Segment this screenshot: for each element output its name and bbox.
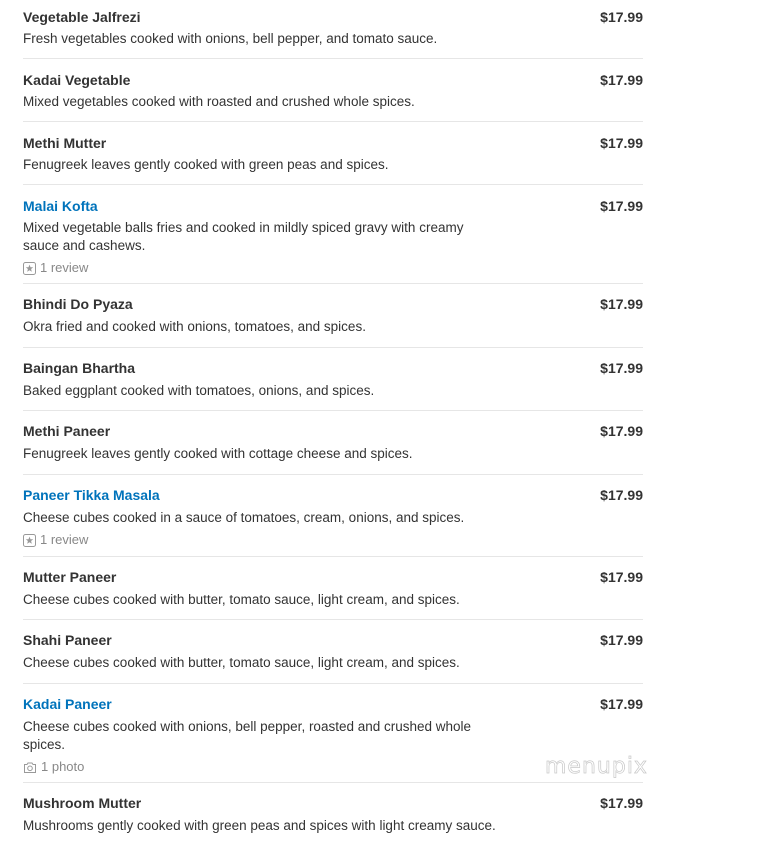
item-price: $17.99 [600,198,643,214]
item-name: Bhindi Do Pyaza [23,296,133,312]
menu-item [23,348,643,411]
menu-item [23,557,643,620]
item-price: $17.99 [600,569,643,585]
item-price: $17.99 [600,9,643,25]
item-name: Mutter Paneer [23,569,117,585]
item-description: Mixed vegetables cooked with roasted and crushed whole spices. [23,94,415,109]
item-description: Cheese cubes cooked with butter, tomato sauce, light cream, and spices. [23,592,460,607]
item-price: $17.99 [600,696,643,712]
item-price: $17.99 [600,296,643,312]
photo-count-text: 1 photo [41,759,85,774]
item-name: Baingan Bhartha [23,360,136,376]
menu-item [23,411,643,475]
item-description: Cheese cubes cooked with onions, bell pepper, roasted and crushed whole spices. [23,719,472,752]
item-price: $17.99 [600,135,643,151]
review-count-link[interactable] [23,260,88,276]
review-count-text: 1 review [40,260,89,275]
item-price: $17.99 [600,795,643,811]
menu-item [23,0,643,59]
menu-item [23,475,643,557]
review-star-icon [23,262,36,275]
item-name: Shahi Paneer [23,632,112,648]
item-description: Okra fried and cooked with onions, tomatoes, and spices. [23,319,366,334]
item-price: $17.99 [600,632,643,648]
item-price: $17.99 [600,72,643,88]
photo-count-link[interactable] [23,759,84,775]
item-name-link[interactable]: Paneer Tikka Masala [23,487,160,503]
item-description: Mushrooms gently cooked with green peas and spices with light creamy sauce. [23,818,496,833]
menu-list [23,0,643,853]
item-name-link[interactable]: Malai Kofta [23,198,98,214]
item-price: $17.99 [600,423,643,439]
menu-item [23,783,643,853]
item-description: Fenugreek leaves gently cooked with cottage cheese and spices. [23,446,413,461]
item-description: Baked eggplant cooked with tomatoes, onions, and spices. [23,383,375,398]
menu-item [23,59,643,122]
item-name: Methi Mutter [23,135,107,151]
menu-item [23,185,643,284]
camera-icon [23,761,37,774]
item-description: Cheese cubes cooked with butter, tomato sauce, light cream, and spices. [23,655,460,670]
review-count-text: 1 review [40,532,89,547]
item-name: Mushroom Mutter [23,795,142,811]
menu-item [23,620,643,684]
item-description: Fenugreek leaves gently cooked with green peas and spices. [23,157,389,172]
watermark-logo: menupix [545,754,648,779]
menu-item [23,284,643,348]
review-count-link[interactable] [23,532,88,548]
item-name: Methi Paneer [23,423,111,439]
menu-item [23,122,643,185]
item-name: Kadai Vegetable [23,72,131,88]
item-name: Vegetable Jalfrezi [23,9,141,25]
item-description: Cheese cubes cooked in a sauce of tomatoes, cream, onions, and spices. [23,510,465,525]
item-price: $17.99 [600,487,643,503]
item-description: Mixed vegetable balls fries and cooked in mildly spiced gravy with creamy sauce and cashews. [23,220,464,253]
review-star-icon [23,534,36,547]
item-price: $17.99 [600,360,643,376]
item-description: Fresh vegetables cooked with onions, bell pepper, and tomato sauce. [23,31,438,46]
item-name-link[interactable]: Kadai Paneer [23,696,112,712]
